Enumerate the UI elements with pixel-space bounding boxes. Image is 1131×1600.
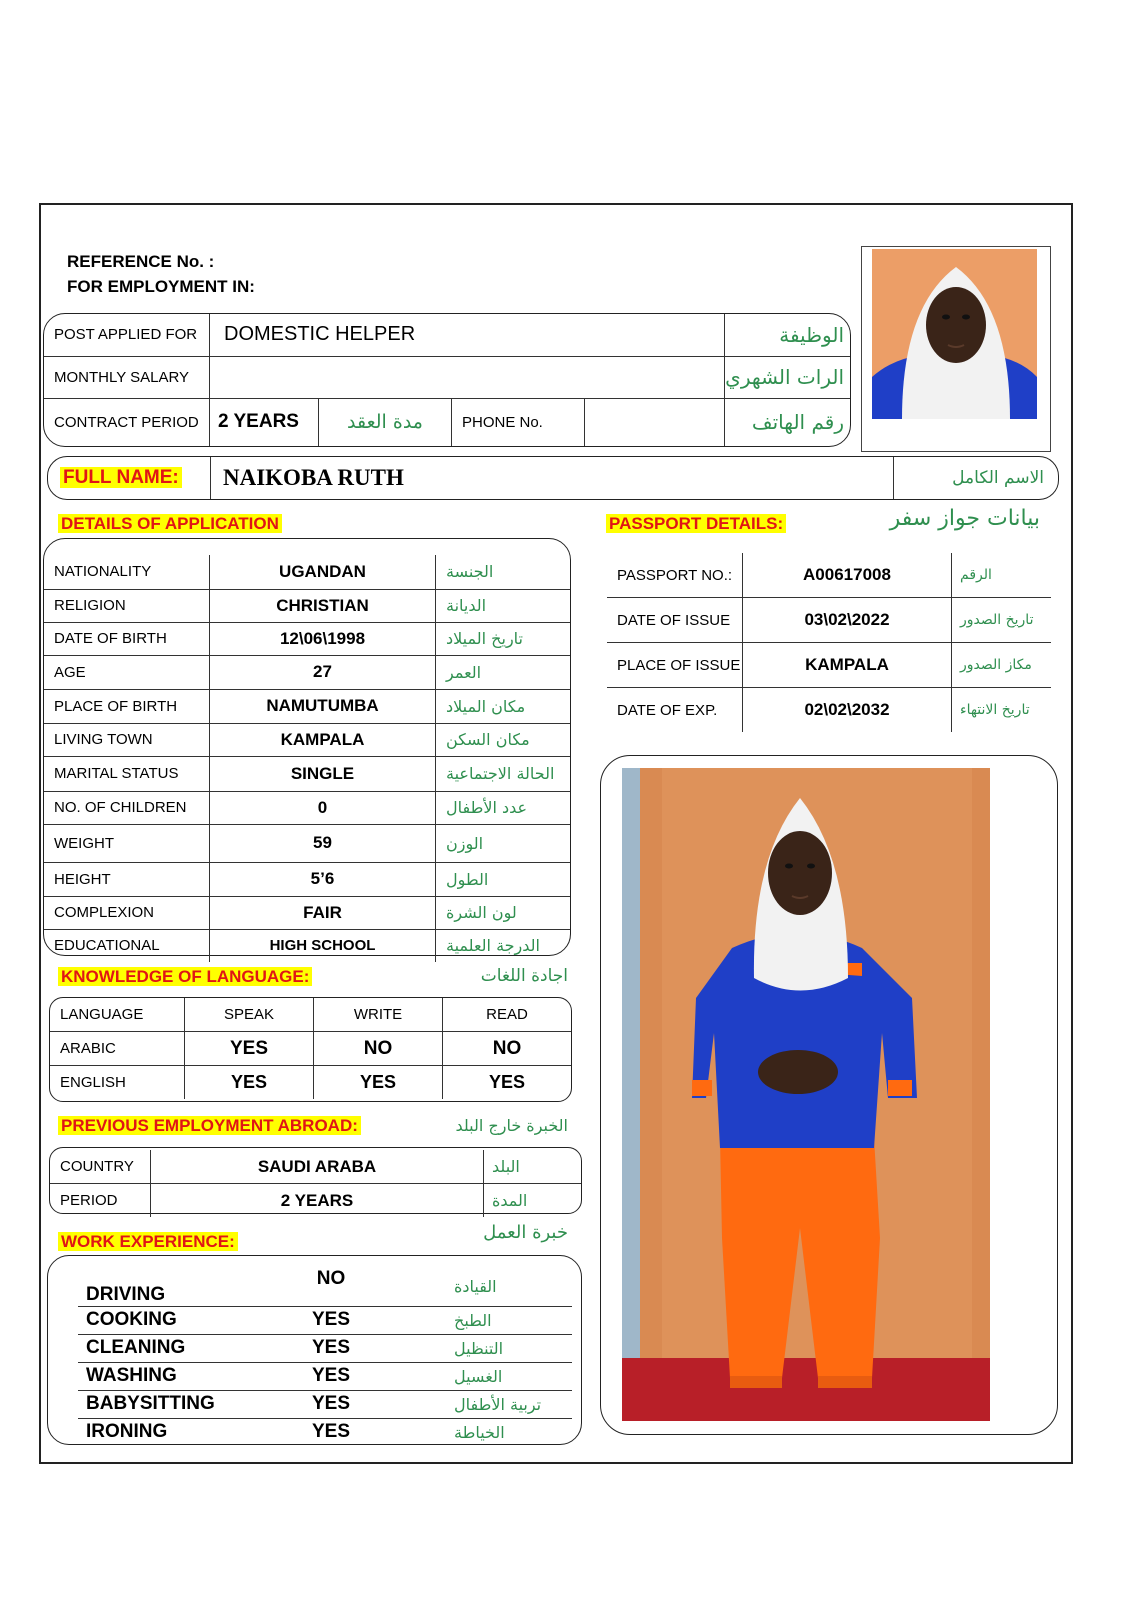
previous-value: SAUDI ARABA xyxy=(151,1150,484,1184)
language-name: ENGLISH xyxy=(60,1074,126,1091)
details-box xyxy=(43,538,571,956)
details-row xyxy=(44,655,570,689)
language-title: KNOWLEDGE OF LANGUAGE: xyxy=(58,967,312,986)
full-name-label: FULL NAME: xyxy=(60,467,182,488)
details-row xyxy=(44,824,570,862)
passport-value: 03\02\2022 xyxy=(743,598,952,643)
passport-title: PASSPORT DETAILS: xyxy=(606,514,786,533)
details-value: 5’6 xyxy=(210,862,436,896)
passport-ar: الرقم xyxy=(952,553,1052,598)
passport-ar: تاريخ الانتهاء xyxy=(952,688,1052,733)
work-ar: التنظيل xyxy=(446,1334,572,1362)
previous-value: 2 YEARS xyxy=(151,1184,484,1218)
passport-table xyxy=(607,553,1051,732)
work-value: YES xyxy=(216,1334,446,1362)
details-label: PLACE OF BIRTH xyxy=(44,689,210,723)
full-body-photo xyxy=(622,768,990,1421)
details-row xyxy=(44,862,570,896)
language-header: READ xyxy=(443,998,572,1032)
details-row xyxy=(44,555,570,589)
passport-ar: تاريخ الصدور xyxy=(952,598,1052,643)
details-value: 0 xyxy=(210,791,436,824)
work-row xyxy=(78,1334,572,1362)
details-ar: عدد الأطفال xyxy=(436,791,571,824)
work-label: DRIVING xyxy=(78,1268,216,1306)
language-skill: NO xyxy=(314,1032,443,1066)
full-name-ar: الاسم الكامل xyxy=(894,457,1059,499)
details-row xyxy=(44,723,570,756)
previous-ar: البلد xyxy=(484,1150,582,1184)
full-name-value: NAIKOBA RUTH xyxy=(211,457,894,499)
details-title: DETAILS OF APPLICATION xyxy=(58,514,282,533)
employment-label: FOR EMPLOYMENT IN: xyxy=(67,277,255,296)
post-ar: الوظيفة xyxy=(725,314,850,356)
language-skill: YES xyxy=(185,1032,314,1066)
work-value: YES xyxy=(216,1362,446,1390)
headshot-photo-frame xyxy=(861,246,1051,452)
headshot-photo xyxy=(862,247,1050,451)
work-ar: الطبخ xyxy=(446,1306,572,1334)
previous-row xyxy=(50,1150,581,1184)
language-header: WRITE xyxy=(314,998,443,1032)
language-skill: NO xyxy=(443,1032,572,1066)
passport-label: DATE OF EXP. xyxy=(617,701,718,719)
work-ar: الغسيل xyxy=(446,1362,572,1390)
details-label: LIVING TOWN xyxy=(44,723,210,756)
previous-label: PERIOD xyxy=(60,1192,118,1209)
work-row xyxy=(78,1268,572,1306)
details-value: UGANDAN xyxy=(210,555,436,589)
full-photo-frame xyxy=(600,755,1058,1435)
details-label: NO. OF CHILDREN xyxy=(44,791,210,824)
contract-ar: مدة العقد xyxy=(319,398,452,446)
details-value: 27 xyxy=(210,655,436,689)
details-row xyxy=(44,622,570,655)
details-row xyxy=(44,896,570,929)
language-box xyxy=(49,997,572,1102)
passport-value: KAMPALA xyxy=(743,643,952,688)
passport-title-ar: بيانات جواز سفر xyxy=(889,506,1040,531)
details-value: 12\06\1998 xyxy=(210,622,436,655)
details-value: SINGLE xyxy=(210,756,436,791)
work-value: YES xyxy=(216,1390,446,1418)
work-ar: تربية الأطفال xyxy=(446,1390,572,1418)
previous-label: COUNTRY xyxy=(50,1150,151,1184)
post-value: DOMESTIC HELPER xyxy=(210,314,725,356)
passport-label: PLACE OF ISSUE xyxy=(607,643,743,688)
details-ar: مكان السكن xyxy=(436,723,571,756)
work-title: WORK EXPERIENCE: xyxy=(58,1232,238,1251)
details-label: EDUCATIONAL xyxy=(54,937,160,954)
details-ar: الوزن xyxy=(436,824,571,862)
details-value: NAMUTUMBA xyxy=(210,689,436,723)
details-value: 59 xyxy=(210,824,436,862)
details-label: COMPLEXION xyxy=(44,896,210,929)
work-ar: القيادة xyxy=(446,1268,572,1306)
details-ar: تاريخ الميلاد xyxy=(436,622,571,655)
passport-row xyxy=(607,643,1051,688)
details-label: DATE OF BIRTH xyxy=(44,622,210,655)
details-ar: مكان الميلاد xyxy=(436,689,571,723)
details-value: FAIR xyxy=(210,896,436,929)
work-value: NO xyxy=(216,1268,446,1306)
details-ar: الحالة الاجتماعية xyxy=(436,756,571,791)
full-name-box xyxy=(47,456,1059,500)
passport-row xyxy=(607,598,1051,643)
work-label: WASHING xyxy=(78,1362,216,1390)
work-label: BABYSITTING xyxy=(78,1390,216,1418)
work-row xyxy=(78,1390,572,1418)
details-value: CHRISTIAN xyxy=(210,589,436,622)
work-title-ar: خبرة العمل xyxy=(483,1222,568,1243)
details-ar: لون الشرة xyxy=(436,896,571,929)
details-ar: الجنسة xyxy=(436,555,571,589)
language-header: LANGUAGE xyxy=(50,998,185,1032)
contract-label: CONTRACT PERIOD xyxy=(54,413,199,431)
post-box xyxy=(43,313,851,447)
details-label: RELIGION xyxy=(44,589,210,622)
details-label: NATIONALITY xyxy=(44,555,210,589)
work-box xyxy=(47,1255,582,1445)
details-ar: الدرجة العلمية xyxy=(436,929,571,962)
work-row xyxy=(78,1362,572,1390)
language-skill: YES xyxy=(314,1066,443,1100)
language-name: ARABIC xyxy=(50,1032,185,1066)
passport-row xyxy=(607,553,1051,598)
previous-title-ar: الخبرة خارج البلد xyxy=(455,1116,568,1135)
work-ar: الخياطة xyxy=(454,1422,505,1442)
language-title-ar: اجادة اللغات xyxy=(480,966,568,986)
passport-value: 02\02\2032 xyxy=(743,688,952,733)
passport-value: A00617008 xyxy=(743,553,952,598)
reference-label: REFERENCE No. : xyxy=(67,252,215,271)
passport-label: DATE OF ISSUE xyxy=(607,598,743,643)
phone-value xyxy=(585,399,725,447)
work-label: COOKING xyxy=(78,1306,216,1334)
details-ar: الديانة xyxy=(436,589,571,622)
passport-label: PASSPORT NO.: xyxy=(607,553,743,598)
language-row xyxy=(50,1066,571,1100)
post-label: POST APPLIED FOR xyxy=(44,314,210,356)
passport-ar: مكاز الصدور xyxy=(952,643,1052,688)
contract-value: 2 YEARS xyxy=(210,398,319,446)
salary-ar: الرات الشهري xyxy=(725,356,850,398)
language-header: SPEAK xyxy=(185,998,314,1032)
details-row xyxy=(44,589,570,622)
work-label: IRONING xyxy=(86,1421,168,1442)
work-label: CLEANING xyxy=(78,1334,216,1362)
language-row xyxy=(50,1032,571,1066)
details-row xyxy=(44,929,570,962)
details-label: AGE xyxy=(44,655,210,689)
details-label: MARITAL STATUS xyxy=(44,756,210,791)
details-label: WEIGHT xyxy=(44,824,210,862)
details-row xyxy=(44,689,570,723)
work-value: YES xyxy=(216,1306,446,1334)
work-row xyxy=(78,1418,572,1446)
phone-ar: رقم الهاتف xyxy=(725,398,850,446)
language-skill: YES xyxy=(185,1066,314,1100)
details-ar: الطول xyxy=(436,862,571,896)
salary-value xyxy=(210,356,725,398)
details-ar: العمر xyxy=(436,655,571,689)
previous-ar: المدة xyxy=(484,1184,582,1218)
details-value: KAMPALA xyxy=(210,723,436,756)
details-value: HIGH SCHOOL xyxy=(210,929,436,962)
phone-label: PHONE No. xyxy=(462,413,543,431)
work-row xyxy=(78,1306,572,1334)
previous-title: PREVIOUS EMPLOYMENT ABROAD: xyxy=(58,1116,361,1135)
passport-row xyxy=(607,688,1051,733)
language-skill: YES xyxy=(443,1066,572,1100)
previous-row xyxy=(50,1184,581,1218)
salary-label: MONTHLY SALARY xyxy=(44,356,210,398)
work-value: YES xyxy=(311,1421,351,1442)
details-label: HEIGHT xyxy=(44,862,210,896)
details-row xyxy=(44,791,570,824)
language-header-row xyxy=(50,998,571,1032)
previous-box xyxy=(49,1147,582,1214)
details-row xyxy=(44,756,570,791)
